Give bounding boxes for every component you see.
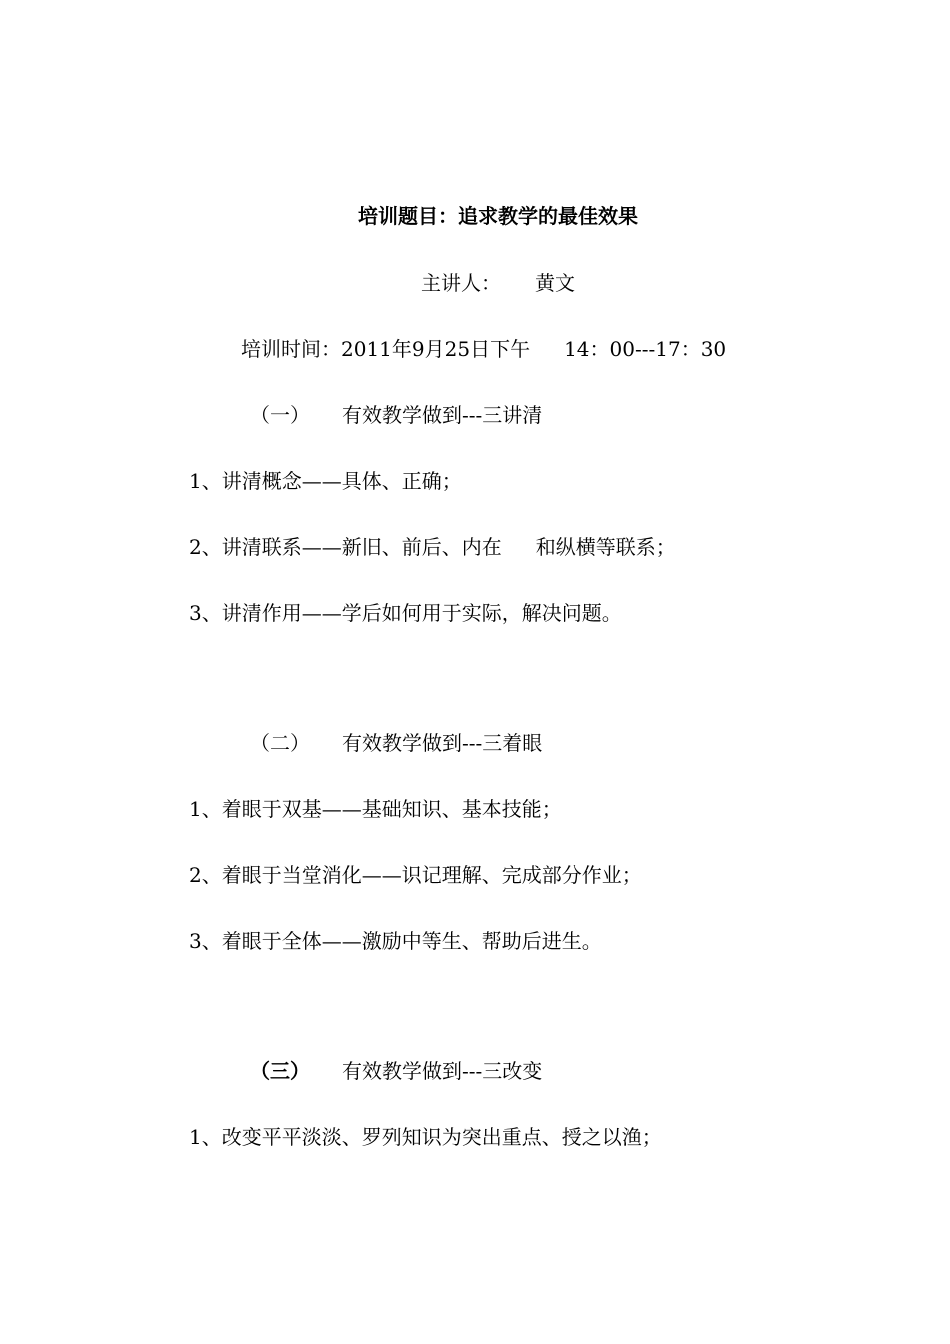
section-title: 有效教学做到---三改变 (342, 1059, 543, 1083)
section-title: 有效教学做到---三讲清 (342, 403, 543, 427)
section-number: （二） (250, 731, 310, 755)
list-item: 2、着眼于当堂消化——识记理解、完成部分作业； (189, 863, 642, 887)
section-heading-3 (250, 1059, 542, 1083)
section-number: （一） (250, 403, 310, 427)
list-item: 3、着眼于全体——激励中等生、帮助后进生。 (189, 929, 602, 953)
section-number: （三） (250, 1059, 310, 1083)
section-title: 有效教学做到---三着眼 (342, 731, 543, 755)
training-time-line (241, 337, 726, 361)
section-heading-1 (250, 403, 542, 427)
list-item: 3、讲清作用——学后如何用于实际，解决问题。 (189, 601, 622, 625)
document-title: 培训题目：追求教学的最佳效果 (358, 204, 638, 228)
list-item: 1、改变平平淡淡、罗列知识为突出重点、授之以渔； (189, 1125, 662, 1149)
speaker-name: 黄文 (535, 271, 575, 295)
speaker-label: 主讲人： (421, 271, 501, 295)
list-item: 1、讲清概念——具体、正确； (189, 469, 462, 493)
list-item: 2、讲清联系——新旧、前后、内在 和纵横等联系； (189, 535, 676, 559)
training-time-label: 培训时间：2011年9月25日下午 (241, 337, 531, 361)
list-item: 1、着眼于双基——基础知识、基本技能； (189, 797, 562, 821)
section-heading-2 (250, 731, 542, 755)
training-time-range: 14：00---17：30 (564, 337, 727, 361)
speaker-line (0, 271, 950, 295)
